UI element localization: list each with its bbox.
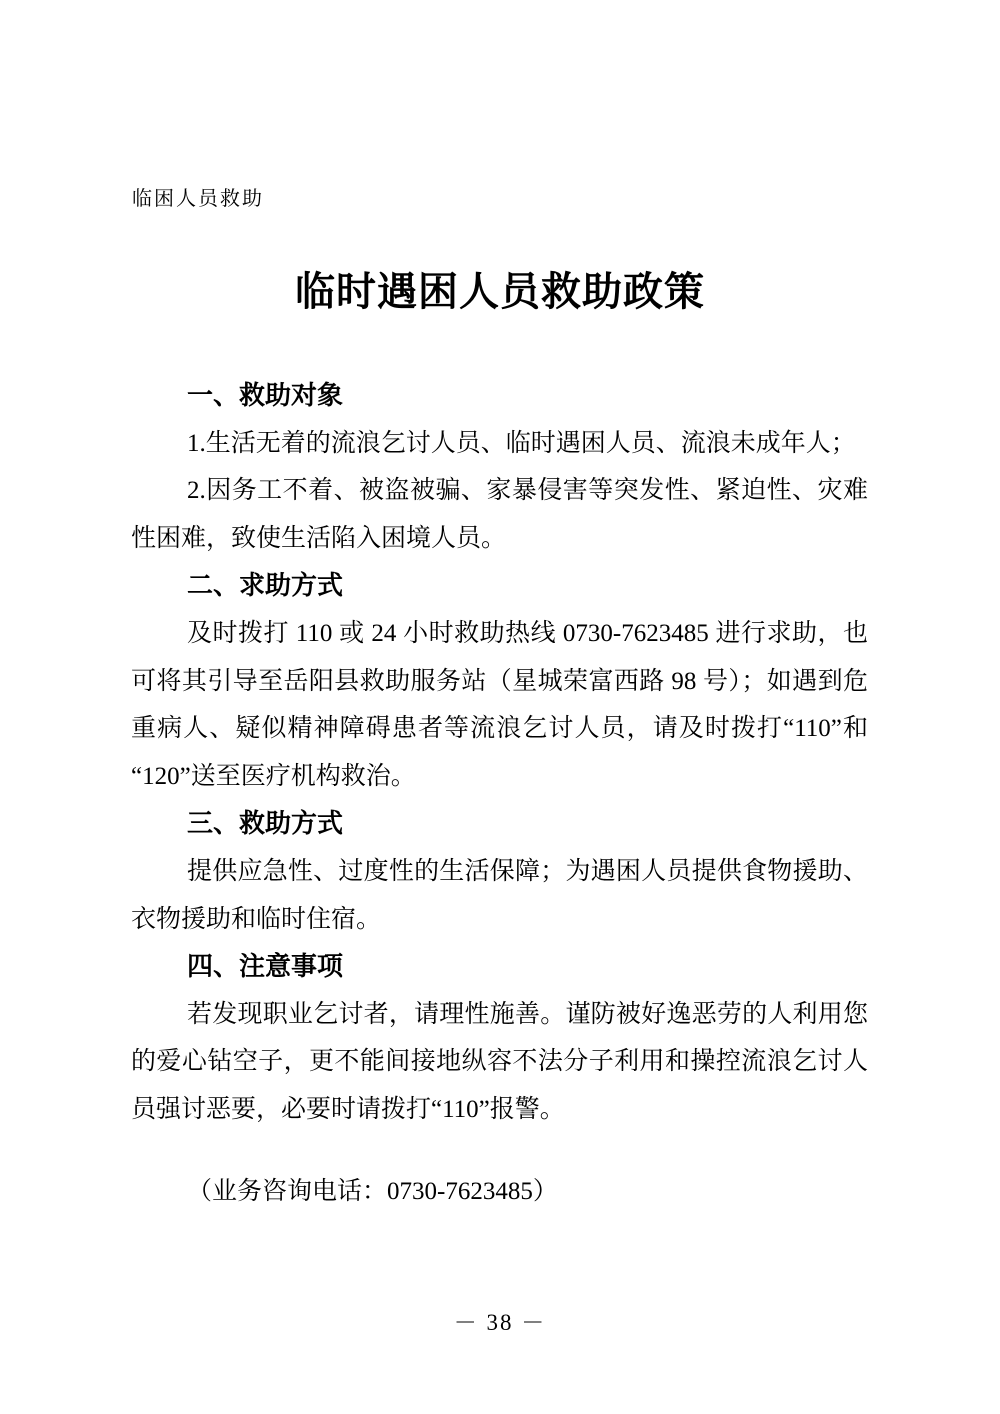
section-heading: 二、求助方式 bbox=[187, 570, 344, 601]
section-rescue-methods bbox=[131, 800, 868, 943]
document-body bbox=[131, 372, 868, 1134]
page-number: － 38 － bbox=[453, 1310, 547, 1335]
section-precautions bbox=[131, 943, 868, 1133]
page-title: 临时遇困人员救助政策 bbox=[295, 269, 705, 314]
paragraph: 提供应急性、过度性的生活保障；为遇困人员提供食物援助、衣物援助和临时住宿。 bbox=[131, 857, 868, 933]
paragraph: 1.生活无着的流浪乞讨人员、临时遇困人员、流浪未成年人； bbox=[187, 429, 856, 457]
contact-phone-line: （业务咨询电话：0730-7623485） bbox=[187, 1178, 558, 1205]
header-label: 临困人员救助 bbox=[132, 188, 264, 210]
section-heading: 四、注意事项 bbox=[187, 951, 344, 982]
section-heading: 一、救助对象 bbox=[187, 380, 344, 410]
paragraph: 2.因务工不着、被盗被骗、家暴侵害等突发性、紧迫性、灾难性困难，致使生活陷入困境人员。 bbox=[131, 477, 868, 552]
paragraph: 及时拨打 110 或 24 小时救助热线 0730-7623485 进行求助，也可将其引导至岳阳县救助服务站（星城荣富西路 98 号）；如遇到危重病人、疑似精神障碍患者等流浪乞讨人员，请及时拨打“110”和“120”送至医疗机构救治。 bbox=[131, 619, 868, 790]
section-help-seeking-methods bbox=[131, 562, 868, 800]
section-heading: 三、救助方式 bbox=[187, 808, 344, 839]
section-rescue-targets bbox=[131, 372, 868, 562]
paragraph: 若发现职业乞讨者，请理性施善。谨防被好逸恶劳的人利用您的爱心钻空子，更不能间接地纵容不法分子利用和操控流浪乞讨人员强讨恶要，必要时请拨打“110”报警。 bbox=[131, 1000, 868, 1123]
